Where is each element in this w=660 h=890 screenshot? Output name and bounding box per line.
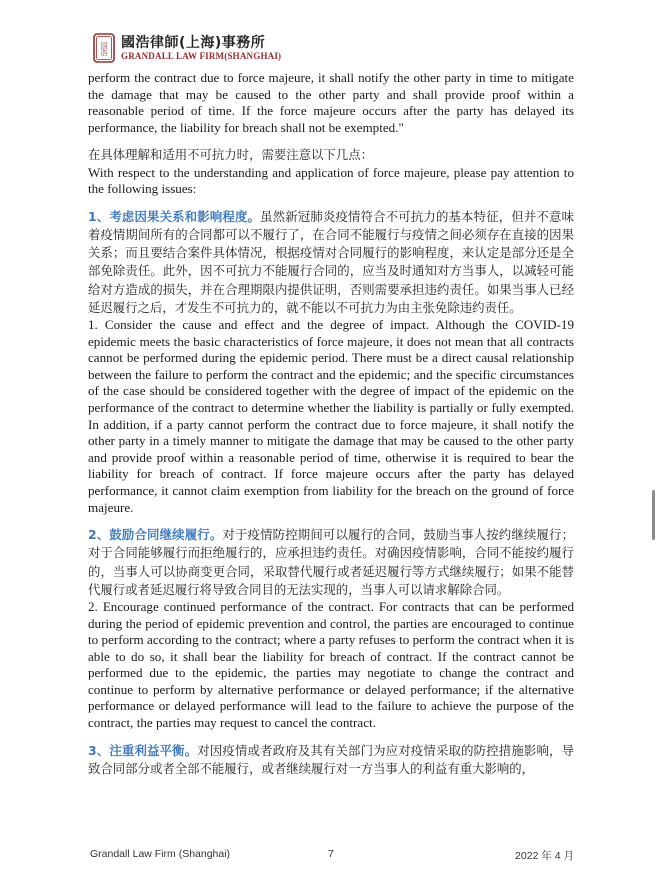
logo-lettering: 国浩 xyxy=(100,42,108,56)
section-2-cn xyxy=(88,526,574,599)
section-2-body-cn: 对于疫情防控期间可以履行的合同，鼓励当事人按约继续履行；对于合同能够履行而拒绝履行的，应承担违约责任。对确因疫情影响，合同不能按约履行的，当事人可以协商变更合同，采取替代履行或者延迟履行等方式继续履行；如果不能替代履行或者延迟履行将导致合同目的无法实现的，当事人可以请求解除合同。 xyxy=(88,527,574,597)
scrollbar-thumb[interactable] xyxy=(652,490,655,540)
page-number: 7 xyxy=(328,848,334,860)
section-3-cn xyxy=(88,742,574,778)
footer-date: 2022 年 4 月 xyxy=(515,850,574,862)
page-header xyxy=(93,31,281,65)
section-3-heading: 3、注重利益平衡。 xyxy=(88,742,198,758)
section-1-en: 1. Consider the cause and effect and the degree of impact. Although the COVID-19 epidemic meets the basic characteristics of force majeure, it does not mean that all contracts cannot be performed during the epidemic period. There must be a direct causal relationship between the failure to perform the contract and the epidemic; and the specific circumstances of the case should be considered together with the degree of impact of the epidemic on the performance of the contract to determine whether the liability is partially or fully exempted. In addition, if a party cannot perform the contract due to force majeure, it shall notify the other party in a timely manner to mitigate the damage that may be caused to the other party and provide proof within a reasonable period of time, otherwise it is required to bear the liability for breach of contract. If force majeure occurs after the party has delayed performance, it cannot claim exemption from liability for the breach on the ground of force majeure. xyxy=(88,316,574,515)
section-2-en: 2. Encourage continued performance of the contract. For contracts that can be performed during the period of epidemic prevention and control, the parties are encouraged to continue to perform according to the contract; where a party refuses to perform the contract when it is able to do so, it shall bear the liability for breach of contract. If the contract cannot be performed due to the epidemic, the parties may negotiate to change the contract and continue to perform by alternative performance or delayed performance; if the alternative performance or delayed performance will lead to the failure to achieve the purpose of the contract, the parties may request to cancel the contract. xyxy=(88,598,574,731)
section-1-heading: 1、考虑因果关系和影响程度。 xyxy=(88,208,261,224)
paragraph-continued-quote: perform the contract due to force majeure, it shall notify the other party in time to mitigate the damage that may be caused to the other party and shall provide proof within a reasonable period of time. If the force majeure occurs after the party has delayed its performance, the liability for breach shall not be exempted." xyxy=(88,70,574,135)
firm-name-cn: 國浩律師(上海)事務所 xyxy=(121,34,266,51)
firm-seal-logo xyxy=(93,33,115,63)
document-body xyxy=(88,70,574,778)
intro-cn: 在具体理解和适用不可抗力时，需要注意以下几点： xyxy=(88,147,373,163)
footer-firm: Grandall Law Firm (Shanghai) xyxy=(90,848,231,860)
section-1-cn xyxy=(88,208,574,317)
section-3-body-cn: 对因疫情或者政府及其有关部门为应对疫情采取的防控措施影响，导致合同部分或者全部不能履行，或者继续履行对一方当事人的利益有重大影响的， xyxy=(88,742,574,776)
intro-en: With respect to the understanding and application of force majeure, please pay attention to the following issues: xyxy=(88,164,574,197)
section-2-heading: 2、鼓励合同继续履行。 xyxy=(88,527,223,543)
section-1-body-cn: 虽然新冠肺炎疫情符合不可抗力的基本特征，但并不意味着疫情期间所有的合同都可以不履行了，在合同不能履行与疫情之间必须存在直接的因果关系；而且要结合案件具体情况，根据疫情对合同履行的影响程度，来认定是部分还是全部免除责任。此外，因不可抗力不能履行合同的，应当及时通知对方当事人，以减轻可能给对方造成的损失，并在合理期限内提供证明，否则需要承担违约责任。如果当事人已经延迟履行之后，才发生不可抗力的，就不能以不可抗力为由主张免除违约责任。 xyxy=(88,208,574,315)
firm-name-en: GRANDALL LAW FIRM(SHANGHAI) xyxy=(121,50,282,61)
